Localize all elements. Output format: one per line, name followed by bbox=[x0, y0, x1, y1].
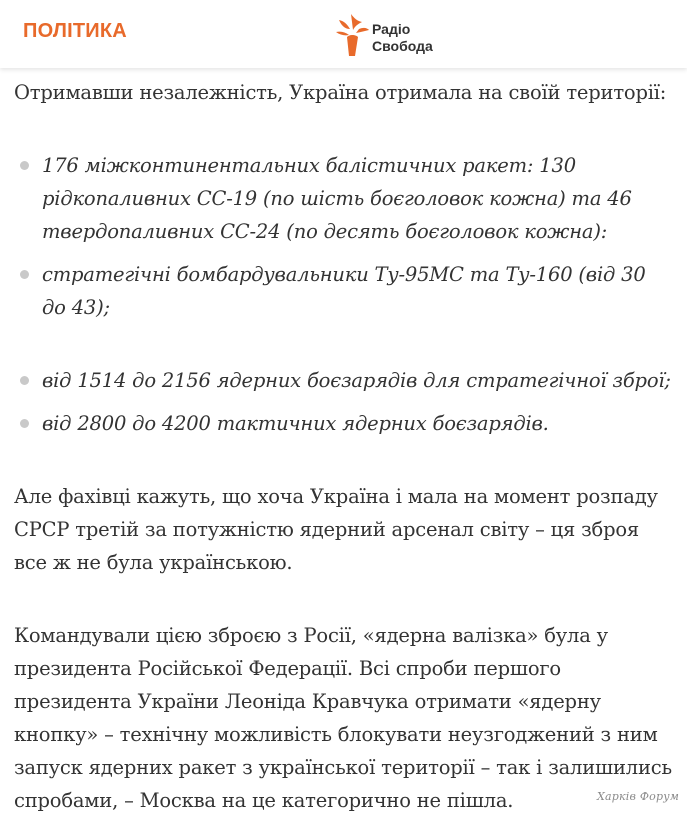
body-paragraph-2: Але фахівці кажуть, що хоча Україна і мала на момент розпаду СРСР третій за потужністю ядерний арсенал світу – ця зброя все ж не була українською. bbox=[14, 485, 658, 574]
article-body bbox=[14, 76, 674, 813]
watermark: Харків Форум bbox=[597, 790, 680, 803]
bullet-dot-icon bbox=[20, 161, 29, 170]
torch-icon bbox=[334, 8, 370, 60]
logo-line-1: Радіо bbox=[372, 21, 411, 37]
list-item-text: 176 міжконтинентальних балістичних ракет: 130 рідкопаливних СС-19 (по шість боєголовок кожна) та 46 твердопаливних СС-24 (по десять боєголовок кожна): bbox=[42, 154, 632, 243]
intro-paragraph: Отримавши незалежність, Україна отримала на своїй території: bbox=[14, 81, 667, 104]
section-link-politics[interactable]: ПОЛІТИКА bbox=[23, 20, 127, 42]
bullet-dot-icon bbox=[20, 376, 29, 385]
top-header bbox=[0, 0, 687, 68]
list-item bbox=[14, 364, 674, 397]
list-item bbox=[14, 258, 674, 324]
list-item bbox=[14, 149, 674, 248]
body-paragraph-3: Командували цією зброєю з Росії, «ядерна валізка» була у президента Російської Федерації. Всі спроби першого президента України Леоніда Кравчука отримати «ядерну кнопку» – технічну можливість блокувати неузгоджений з ним запуск ядерних ракет з української території – так і залишились спробами, – Москва на це категорично не пішла. bbox=[14, 624, 672, 812]
logo-wordmark bbox=[372, 21, 433, 55]
list-item-text: стратегічні бомбардувальники Ту-95МС та Ту-160 (від 30 до 43); bbox=[42, 263, 646, 319]
arsenal-list bbox=[14, 149, 674, 440]
bullet-dot-icon bbox=[20, 270, 29, 279]
bullet-dot-icon bbox=[20, 419, 29, 428]
list-item-text: від 1514 до 2156 ядерних боєзарядів для стратегічної зброї; bbox=[42, 369, 671, 392]
radio-svoboda-logo[interactable] bbox=[334, 8, 446, 60]
list-item bbox=[14, 407, 674, 440]
logo-line-2: Свобода bbox=[372, 38, 433, 54]
list-item-text: від 2800 до 4200 тактичних ядерних боєзарядів. bbox=[42, 412, 549, 435]
